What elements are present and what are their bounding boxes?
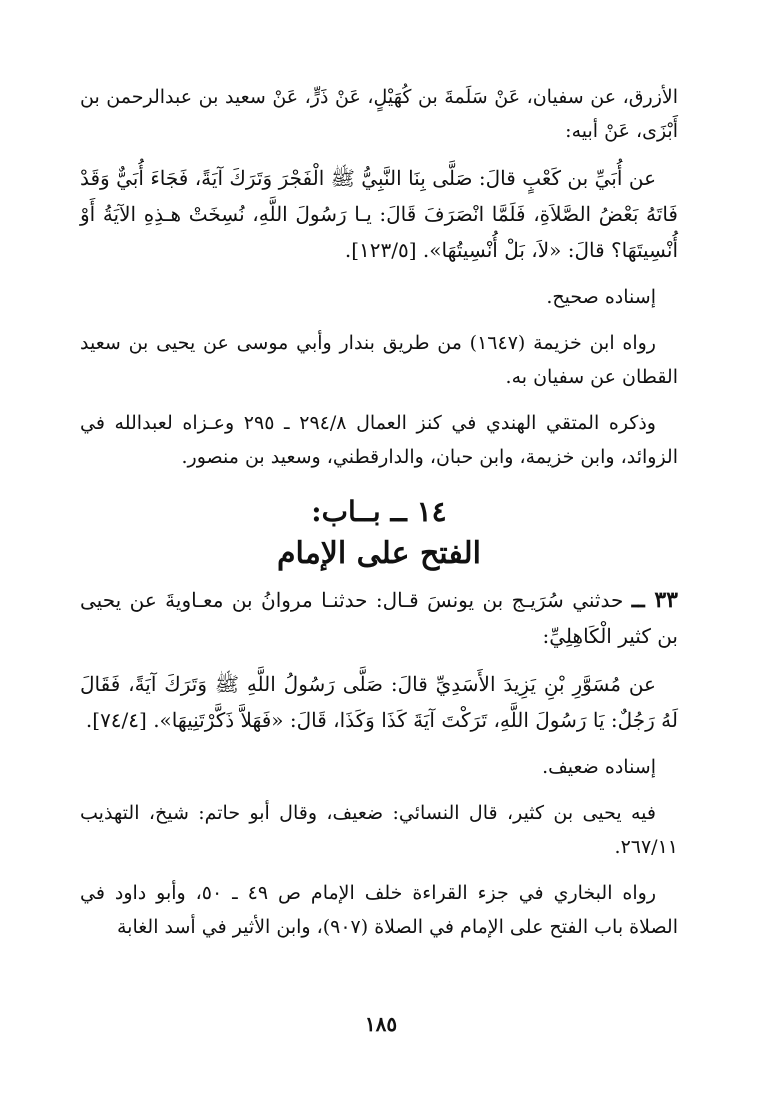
- narrator-criticism: فيه يحيى بن كثير، قال النسائي: ضعيف، وقال أبو حاتم: شيخ، التهذيب ٢٦٧/١١.: [80, 802, 678, 858]
- takhrij-kanz-al-ummal: وذكره المتقي الهندي في كنز العمال ٢٩٤/٨ ـ ٢٩٥ وعـزاه لعبدالله في الزوائد، وابن خزيمة، وابن حبان، والدارقطني، وسعيد بن منصور.: [80, 412, 678, 468]
- grading-daif: إسناده ضعيف.: [542, 756, 656, 778]
- hadith-33-chain: [80, 582, 678, 654]
- hadith-number: ٣٣ ــ: [631, 587, 678, 613]
- takhrij-ibn-khuzayma: رواه ابن خزيمة (١٦٤٧) من طريق بندار وأبي موسى عن يحيى بن سعيد القطان عن سفيان به.: [80, 332, 678, 388]
- isnad-continuation: الأزرق، عن سفيان، عَنْ سَلَمةَ بن كُهَيْلٍ، عَنْ ذَرٍّ، عَنْ سعيد بن عبدالرحمن بن أَبْزَى، عَنْ أبيه:: [80, 86, 678, 142]
- hadith-text-musawwar: عن مُسَوَّرِ بْنِ يَزِيدَ الأَسَدِيِّ قالَ: صَلَّى رَسُولُ اللَّهِ ﷺ وَتَرَكَ آيَةً، فَقَالَ لَهُ رَجُلٌ: يَا رَسُولَ اللَّهِ، تَرَكْتَ آيَةَ كَذَا وَكَذَا، قَالَ: «فَهَلاَّ ذَكَّرْتَنِيهَا». [٧٤/٤].: [80, 672, 678, 732]
- chapter-heading: [80, 492, 678, 576]
- takhrij-bukhari: رواه البخاري في جزء القراءة خلف الإمام ص ٤٩ ـ ٥٠، وأبو داود في الصلاة باب الفتح على الإمام في الصلاة (٩٠٧)، وابن الأثير في أسد الغابة: [80, 882, 678, 938]
- page-body: [80, 80, 678, 956]
- hadith-33-isnad: حدثني سُرَيـج بن يونسَ قـال: حدثنـا مروانُ بن معـاويةَ عن يحيى بن كثير الْكَاهِلِيِّ:: [80, 588, 678, 648]
- grading-sahih: إسناده صحيح.: [546, 286, 656, 308]
- page-number: ١٨٥: [364, 1012, 398, 1036]
- hadith-text-ubayy: عن أُبَيِّ بن كَعْبٍ قالَ: صَلَّى بِنَا النَّبِيُّ ﷺ الْفَجْرَ وَتَرَكَ آيَةً، فَجَاءَ أُبَيٌّ وَقَدْ فَاتَهُ بَعْضُ الصَّلاَةِ، فَلَمَّا انْصَرَفَ قَالَ: يـا رَسُولَ اللَّهِ، نُسِخَتْ هـذِهِ الآيَةُ أَوْ أُنْسِيتَهَا؟ قالَ: «لاَ، بَلْ أُنْسِيتُهَا». [١٢٣/٥].: [80, 166, 678, 262]
- chapter-number: ١٤ ــ بــاب:: [311, 495, 447, 528]
- chapter-title: الفتح على الإمام: [276, 536, 482, 571]
